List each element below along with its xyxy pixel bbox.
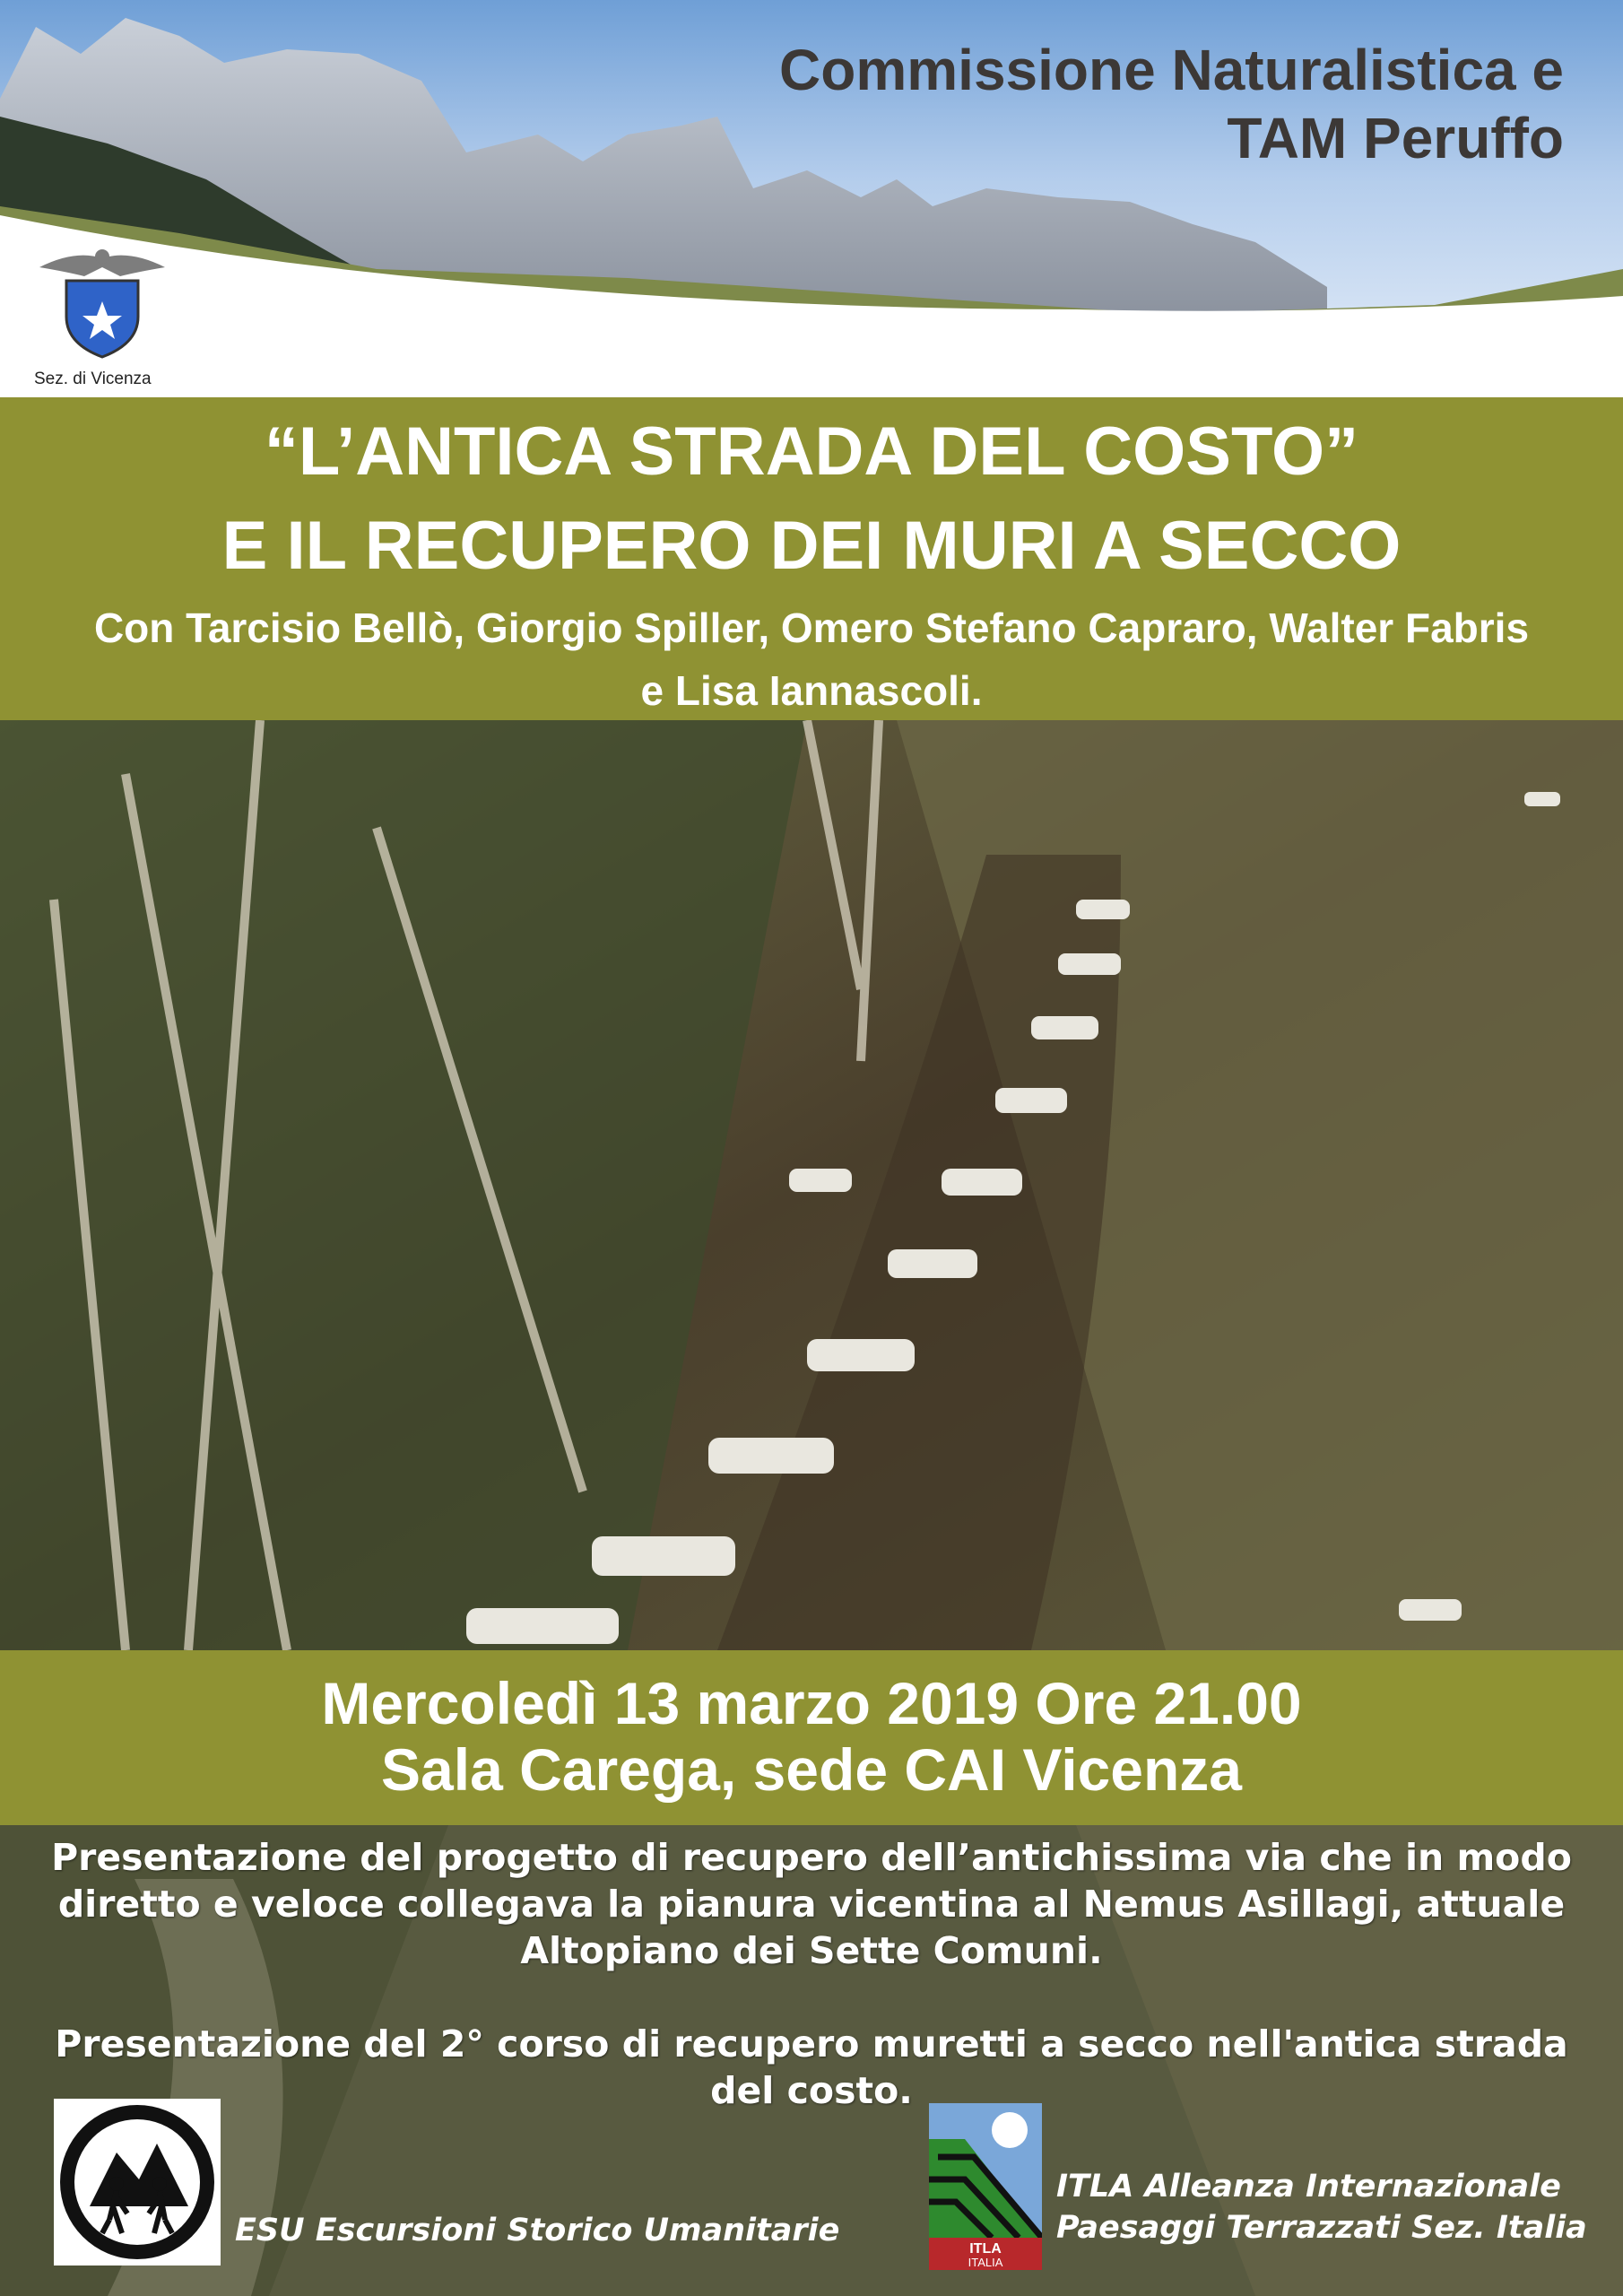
esu-logo-graphic xyxy=(54,2099,221,2266)
svg-text:ITALIA: ITALIA xyxy=(968,2256,1003,2269)
title-band xyxy=(0,397,1623,720)
organization-title: Commissione Naturalistica e TAM Peruffo xyxy=(779,38,1564,170)
section-name: Sez. di Vicenza xyxy=(34,370,152,388)
esu-hikers-logo xyxy=(54,2099,221,2266)
esu-name: ESU Escursioni Storico Umanitarie xyxy=(235,2213,840,2248)
event-title: “L’ANTICA STRADA DEL COSTO” E IL RECUPERO DEI MURI A SECCO xyxy=(221,413,1402,584)
itla-terraces-logo xyxy=(929,2103,1042,2270)
project-description: Presentazione del progetto di recupero dell’antichissima via che in modo diretto e veloce collegava la pianura vicentina al Nemus Asillagi, attuale Altopiano dei Sette Comuni. xyxy=(51,1836,1572,1972)
course-description: Presentazione del 2° corso di recupero muretti a secco nell'antica strada del costo. xyxy=(55,2022,1568,2112)
cai-eagle-shield-emblem xyxy=(30,240,174,366)
header xyxy=(0,0,1623,397)
description-section xyxy=(0,1825,1623,2296)
itla-name: ITLA Alleanza Internazionale Paesaggi Terrazzati Sez. Italia xyxy=(1056,2169,1587,2246)
speakers: Con Tarcisio Bellò, Giorgio Spiller, Omero Stefano Capraro, Walter Fabris e Lisa Iannascoli. xyxy=(93,604,1530,714)
event-date-time: Mercoledì 13 marzo 2019 Ore 21.00 xyxy=(321,1670,1302,1736)
itla-logo-graphic xyxy=(929,2103,1042,2270)
svg-text:ITLA: ITLA xyxy=(969,2241,1002,2257)
date-band xyxy=(0,1650,1623,1825)
stone-path-illustration xyxy=(0,720,1623,1650)
trail-photo xyxy=(0,720,1623,1650)
event-venue: Sala Carega, sede CAI Vicenza xyxy=(381,1736,1242,1803)
